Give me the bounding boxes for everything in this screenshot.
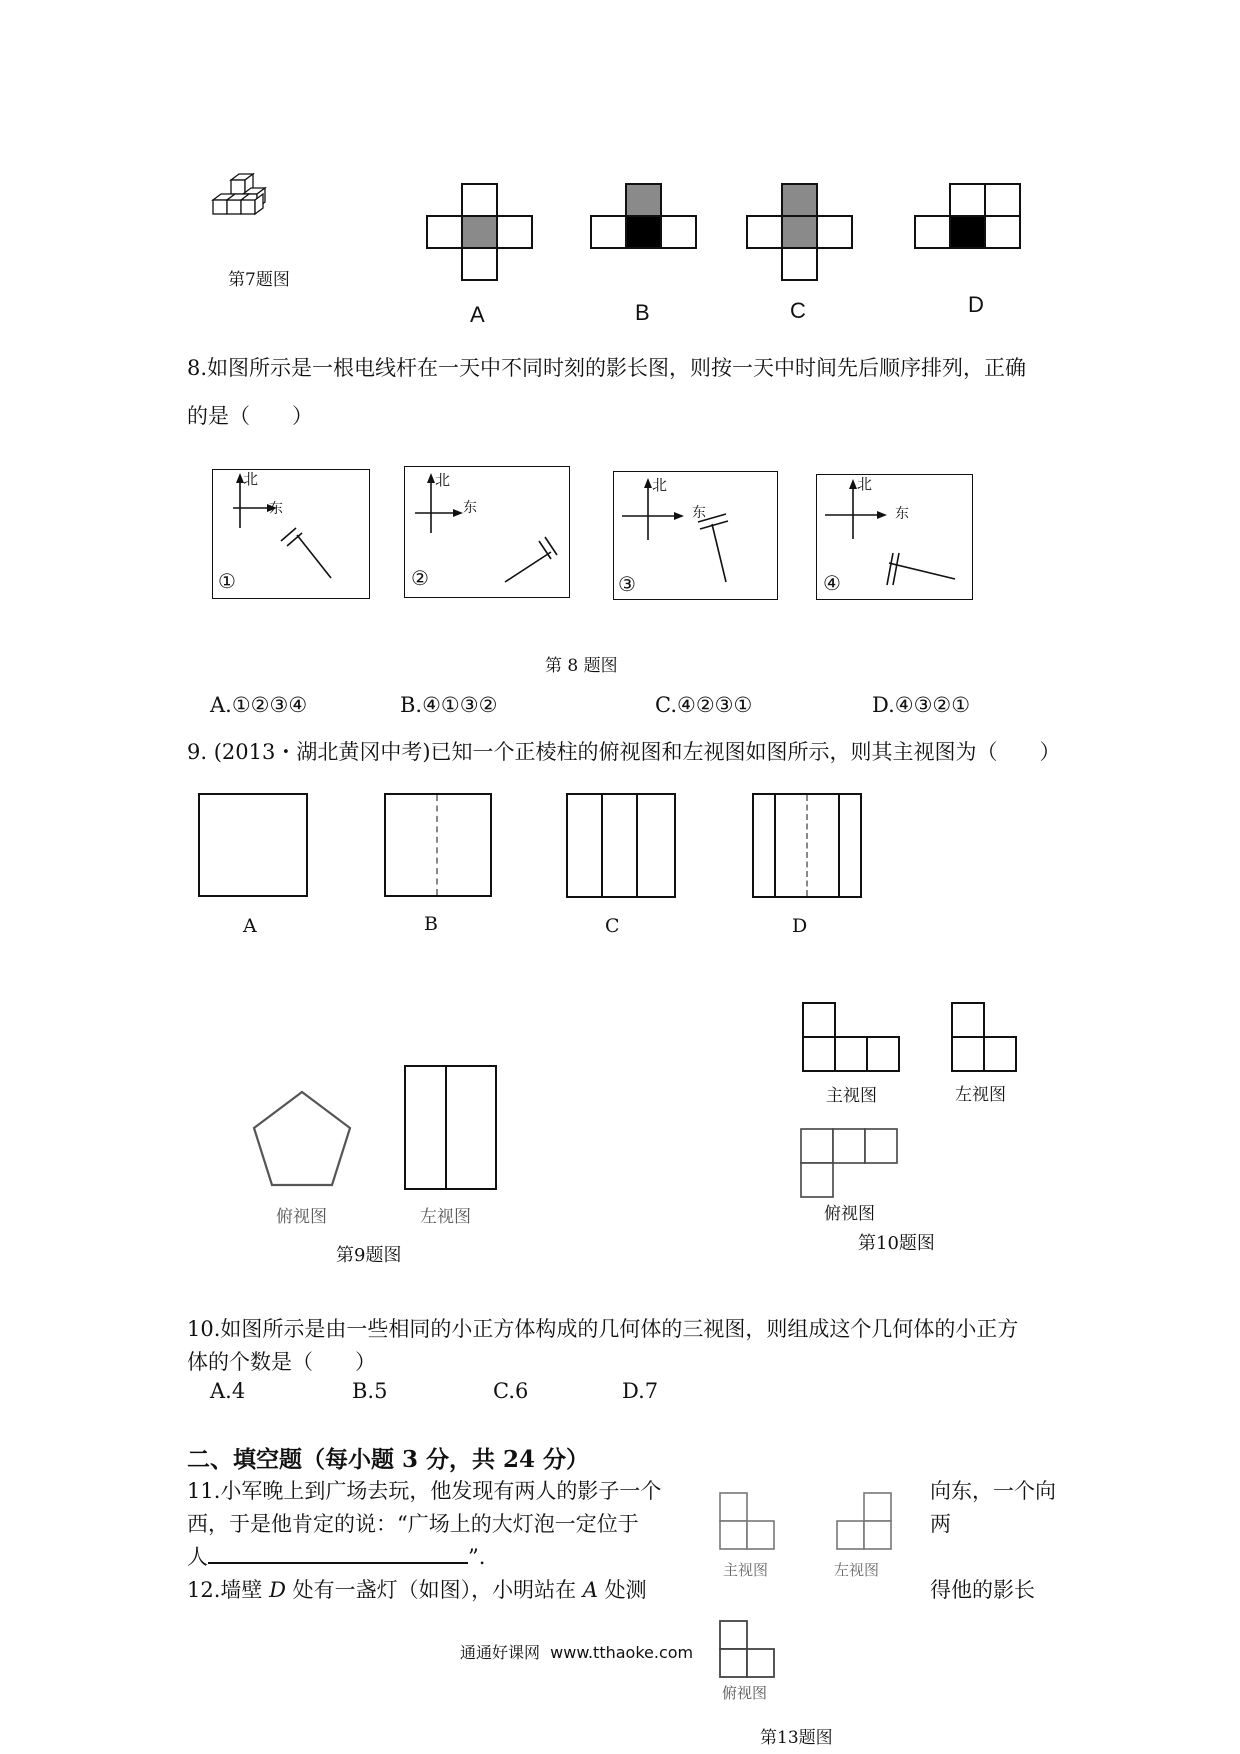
q10-choice-a: A.4 xyxy=(210,1379,246,1403)
east-label: 东 xyxy=(692,505,706,521)
q7-option-a-label: A xyxy=(470,302,485,327)
q7-option-b-figure xyxy=(590,183,698,251)
north-label: 北 xyxy=(652,476,668,494)
q11-line2-right: 两 xyxy=(930,1512,951,1536)
q11-answer-blank[interactable] xyxy=(208,1544,468,1564)
q10-top-view-figure xyxy=(800,1128,898,1198)
section-heading: 二、填空题（每小题 3 分，共 24 分） xyxy=(187,1446,590,1473)
q13-left-view-figure xyxy=(836,1492,894,1550)
q8-choice-a: A.①②③④ xyxy=(210,693,308,717)
q8-panel-1 xyxy=(212,469,370,599)
q9-option-a-figure xyxy=(198,793,308,897)
q8-panel-2 xyxy=(404,466,570,598)
q7-option-a-figure xyxy=(426,183,534,283)
q11-line3-prefix: 人 xyxy=(187,1545,208,1569)
q13-top-view-label: 俯视图 xyxy=(722,1684,768,1702)
q9-option-a-label: A xyxy=(243,915,257,937)
q11-line1-left: 11.小军晚上到广场去玩，他发现有两人的影子一个 xyxy=(187,1479,662,1503)
q10-stem-line2: 体的个数是（ ） xyxy=(187,1350,376,1374)
compass-icon xyxy=(405,467,569,597)
q10-stem-line1: 10.如图所示是由一些相同的小正方体构成的几何体的三视图，则组成这个几何体的小正方 xyxy=(187,1317,1019,1341)
q8-stem-line2: 的是（ ） xyxy=(187,404,313,428)
panel-mark: ③ xyxy=(618,572,636,596)
compass-icon xyxy=(213,470,369,598)
q12-line-left xyxy=(187,1574,647,1604)
q9-option-b-label: B xyxy=(424,913,438,935)
q12-var-a: A xyxy=(582,1578,598,1602)
q9-top-view-label: 俯视图 xyxy=(276,1207,327,1227)
q8-caption: 第 8 题图 xyxy=(545,656,618,676)
north-label: 北 xyxy=(857,475,873,493)
q9-top-view-pentagon xyxy=(250,1088,354,1192)
q9-caption: 第9题图 xyxy=(336,1245,402,1266)
q7-option-b-label: B xyxy=(635,300,650,325)
q10-left-view-label: 左视图 xyxy=(955,1085,1006,1105)
footer-site: 通通好课网 www.tthaoke.com xyxy=(460,1643,694,1662)
q10-front-view-figure xyxy=(802,1002,900,1072)
q7-caption: 第7题图 xyxy=(228,270,290,290)
panel-mark: ④ xyxy=(823,571,841,595)
q9-left-view-label: 左视图 xyxy=(420,1207,471,1227)
east-label: 东 xyxy=(269,501,283,517)
q10-choice-d: D.7 xyxy=(622,1379,659,1403)
q9-option-c-figure xyxy=(566,793,676,898)
q9-stem: 9. (2013・湖北黄冈中考)已知一个正棱柱的俯视图和左视图如图所示，则其主视图为（ ） xyxy=(187,740,1061,764)
q13-front-view-label: 主视图 xyxy=(723,1561,769,1579)
q9-option-c-label: C xyxy=(605,915,620,937)
q13-caption: 第13题图 xyxy=(760,1728,833,1748)
q12-var-d: D xyxy=(269,1578,286,1602)
q13-top-view-figure xyxy=(719,1620,777,1678)
q9-option-b-figure xyxy=(384,793,492,897)
north-label: 北 xyxy=(435,471,451,489)
q11-line2-left: 西，于是他肯定的说：“广场上的大灯泡一定位于 xyxy=(187,1512,639,1536)
q10-top-view-label: 俯视图 xyxy=(824,1204,875,1224)
q13-front-view-figure xyxy=(719,1492,777,1550)
q9-option-d-label: D xyxy=(792,915,808,937)
q10-caption: 第10题图 xyxy=(858,1233,935,1254)
q10-front-view-label: 主视图 xyxy=(826,1086,877,1106)
q8-panel-4 xyxy=(816,474,973,600)
q12-line-right: 得他的影长 xyxy=(930,1578,1035,1602)
q9-left-view-figure xyxy=(404,1065,497,1190)
q7-option-d-figure xyxy=(914,183,1022,251)
q7-option-c-figure xyxy=(746,183,854,283)
q8-choice-b: B.④①③② xyxy=(400,693,498,717)
q8-panel-3 xyxy=(613,471,778,600)
q12-pre: 12.墙壁 xyxy=(187,1578,270,1602)
q7-option-c-label: C xyxy=(790,298,806,323)
q9-option-d-figure xyxy=(752,793,862,898)
q12-mid: 处有一盏灯（如图），小明站在 xyxy=(285,1578,583,1602)
panel-mark: ① xyxy=(218,569,236,593)
compass-icon xyxy=(614,472,777,599)
q10-choice-b: B.5 xyxy=(352,1379,388,1403)
east-label: 东 xyxy=(895,506,909,522)
q7-option-d-label: D xyxy=(968,292,984,317)
panel-mark: ② xyxy=(411,566,429,590)
q10-choice-c: C.6 xyxy=(493,1379,529,1403)
q11-line1-right: 向东，一个向 xyxy=(930,1479,1056,1503)
q12-post: 处测 xyxy=(597,1578,647,1602)
q7-cube-stack-figure xyxy=(205,172,275,222)
q8-choice-d: D.④③②① xyxy=(872,693,971,717)
q13-left-view-label: 左视图 xyxy=(834,1561,880,1579)
q11-line3 xyxy=(187,1541,485,1571)
q11-line3-suffix: ”. xyxy=(468,1545,486,1569)
q8-choice-c: C.④②③① xyxy=(655,693,753,717)
q10-left-view-figure xyxy=(951,1002,1019,1072)
north-label: 北 xyxy=(243,470,259,488)
east-label: 东 xyxy=(463,500,477,516)
q8-stem-line1: 8.如图所示是一根电线杆在一天中不同时刻的影长图，则按一天中时间先后顺序排列，正确 xyxy=(187,356,1027,380)
